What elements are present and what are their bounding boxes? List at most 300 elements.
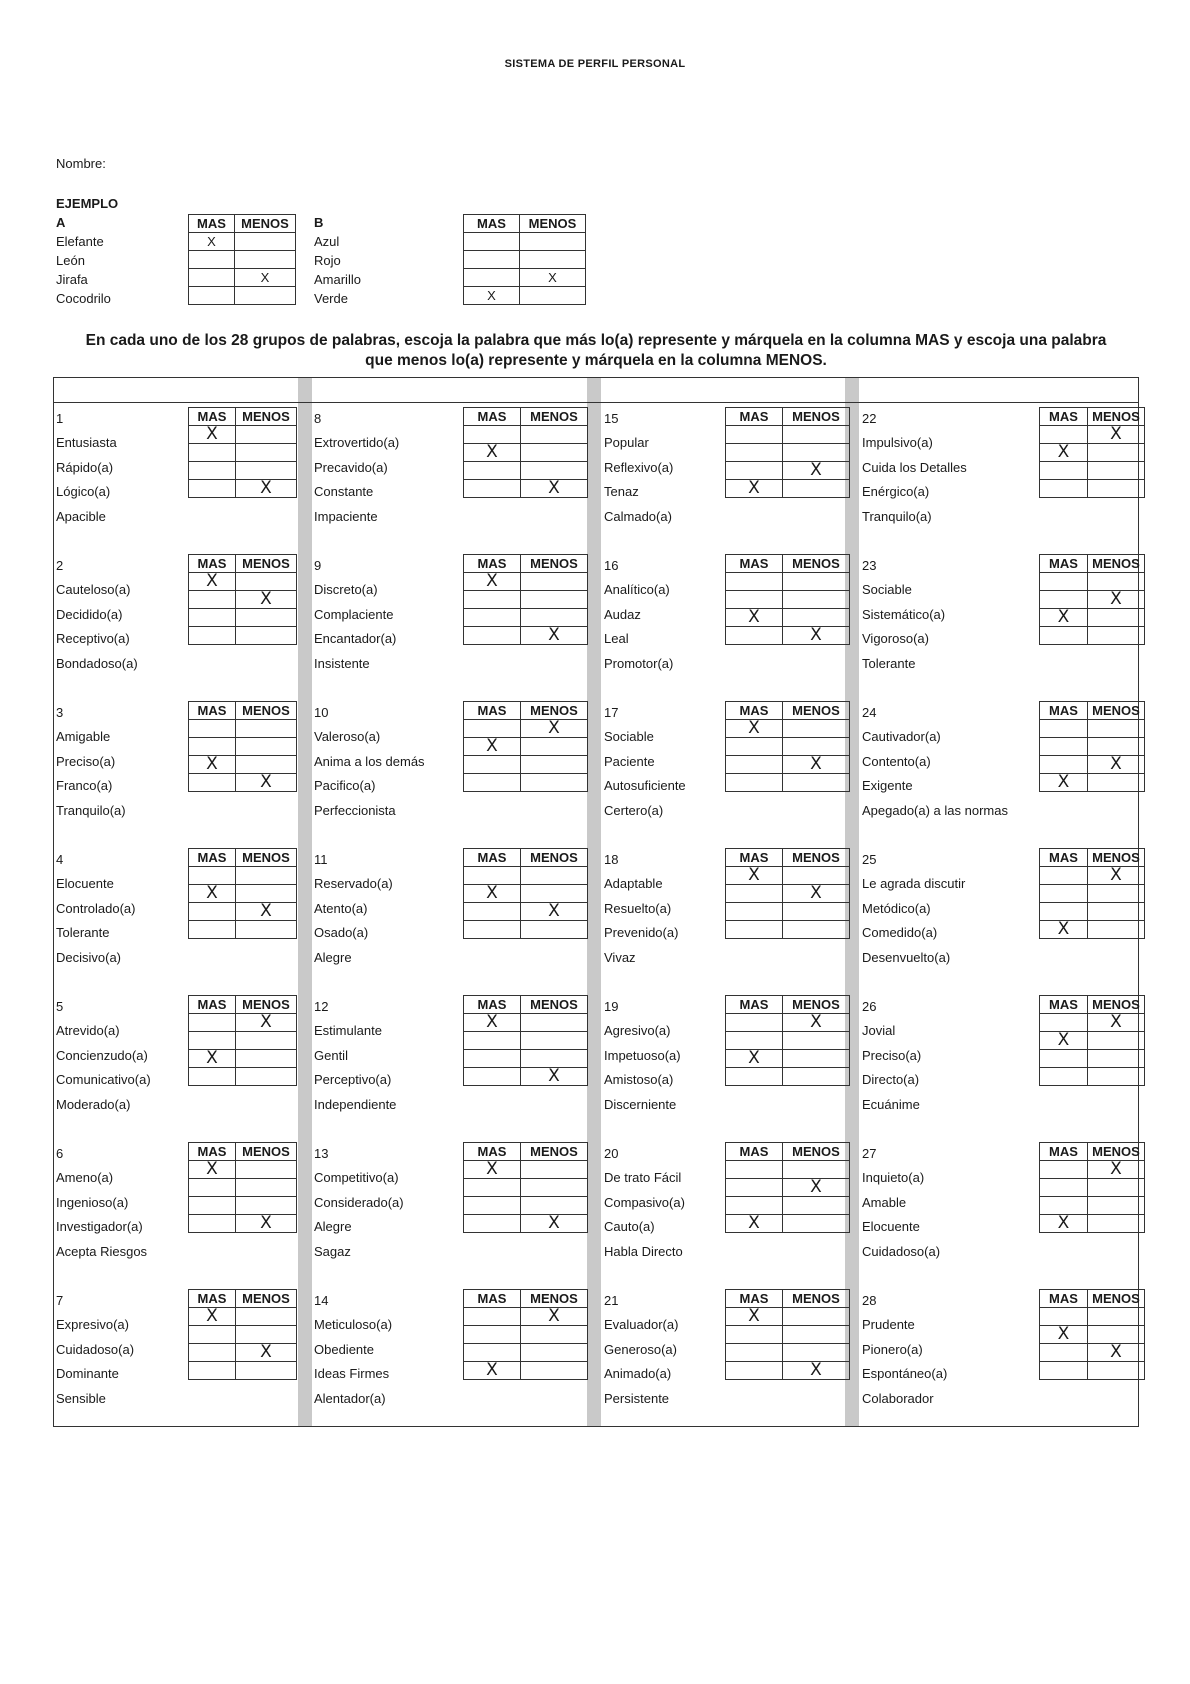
- mas-box[interactable]: [1040, 903, 1088, 921]
- menos-box[interactable]: [236, 738, 297, 756]
- menos-box[interactable]: [783, 720, 850, 738]
- group-word: Amistoso(a): [604, 1072, 674, 1087]
- group-word: Competitivo(a): [314, 1170, 399, 1185]
- menos-box[interactable]: [520, 251, 586, 269]
- mas-box[interactable]: [726, 1161, 783, 1179]
- menos-box[interactable]: [1088, 462, 1145, 480]
- menos-box[interactable]: [1088, 1362, 1145, 1380]
- menos-box[interactable]: [783, 1161, 850, 1179]
- mas-box[interactable]: [189, 269, 235, 287]
- mas-box[interactable]: [464, 627, 521, 645]
- group-word: Preciso(a): [56, 753, 116, 769]
- menos-box[interactable]: [1088, 1326, 1145, 1344]
- menos-box[interactable]: [783, 1068, 850, 1086]
- group-word: Investigador(a): [56, 1219, 143, 1234]
- mas-box[interactable]: [726, 1014, 783, 1032]
- mas-box[interactable]: [726, 1326, 783, 1344]
- group-27-boxes: [1039, 1142, 1145, 1233]
- col-menos-header: MENOS: [783, 702, 850, 720]
- mas-box[interactable]: [464, 1197, 521, 1215]
- col-menos-header: MENOS: [783, 555, 850, 573]
- menos-box[interactable]: [235, 233, 296, 251]
- mas-box[interactable]: [726, 1179, 783, 1197]
- group-number: 3: [56, 705, 64, 720]
- menos-box[interactable]: [521, 426, 588, 444]
- mas-box[interactable]: X: [189, 573, 236, 591]
- menos-box[interactable]: [521, 774, 588, 792]
- instructions-line-1: En cada uno de los 28 grupos de palabras, escoja la palabra que más lo(a) represente y márquela en la columna MAS y escoja una palabra: [85, 332, 1107, 349]
- menos-box[interactable]: [236, 462, 297, 480]
- group-28-boxes: [1039, 1289, 1145, 1380]
- menos-box[interactable]: [521, 1032, 588, 1050]
- menos-box[interactable]: [236, 1032, 297, 1050]
- mas-box[interactable]: [1040, 885, 1088, 903]
- mas-box[interactable]: [726, 1068, 783, 1086]
- mas-box[interactable]: X: [726, 867, 783, 885]
- menos-box[interactable]: [521, 1161, 588, 1179]
- mas-box[interactable]: [726, 1362, 783, 1380]
- mas-box[interactable]: X: [1040, 1215, 1088, 1233]
- mas-box[interactable]: [464, 269, 520, 287]
- mas-box[interactable]: X: [1040, 609, 1088, 627]
- menos-box[interactable]: [1088, 1068, 1145, 1086]
- mas-box[interactable]: [189, 627, 236, 645]
- col-mas-header: MAS: [726, 1290, 783, 1308]
- menos-box[interactable]: [236, 1326, 297, 1344]
- menos-box[interactable]: [521, 1014, 588, 1032]
- group-word: Persistente: [604, 1390, 670, 1406]
- menos-box[interactable]: [236, 1308, 297, 1326]
- mas-box[interactable]: X: [726, 1308, 783, 1326]
- mas-box[interactable]: [726, 1344, 783, 1362]
- menos-box[interactable]: [783, 774, 850, 792]
- mas-box[interactable]: X: [464, 1014, 521, 1032]
- menos-box[interactable]: X: [520, 269, 586, 287]
- col-menos-header: MENOS: [783, 1143, 850, 1161]
- group-word: Precavido(a): [314, 459, 388, 475]
- mas-box[interactable]: [726, 738, 783, 756]
- menos-box[interactable]: [521, 921, 588, 939]
- menos-box[interactable]: X: [236, 774, 297, 792]
- menos-box[interactable]: [520, 233, 586, 251]
- group-word: Concienzudo(a): [56, 1047, 148, 1063]
- group-number: 25: [862, 852, 877, 867]
- mas-box[interactable]: [726, 591, 783, 609]
- mas-box[interactable]: [726, 885, 783, 903]
- menos-box[interactable]: X: [783, 885, 850, 903]
- mas-box[interactable]: X: [726, 480, 783, 498]
- mas-box[interactable]: [726, 462, 783, 480]
- menos-box[interactable]: [1088, 1308, 1145, 1326]
- mas-box[interactable]: [189, 480, 236, 498]
- mas-box[interactable]: [464, 609, 521, 627]
- col-menos-header: MENOS: [1088, 555, 1145, 573]
- menos-box[interactable]: [236, 1179, 297, 1197]
- menos-box[interactable]: [783, 903, 850, 921]
- mas-box[interactable]: [464, 462, 521, 480]
- mas-box[interactable]: X: [189, 885, 236, 903]
- mas-box[interactable]: [464, 233, 520, 251]
- menos-box[interactable]: [521, 1326, 588, 1344]
- mas-box[interactable]: X: [189, 756, 236, 774]
- menos-box[interactable]: X: [236, 1344, 297, 1362]
- mas-box[interactable]: [189, 1197, 236, 1215]
- menos-box[interactable]: [783, 921, 850, 939]
- mas-box[interactable]: [464, 1050, 521, 1068]
- mas-box[interactable]: [189, 287, 235, 305]
- menos-box[interactable]: X: [1088, 591, 1145, 609]
- group-word: Calmado(a): [604, 508, 672, 524]
- group-word: Inquieto(a): [862, 1170, 925, 1185]
- mas-box[interactable]: [189, 774, 236, 792]
- group-word: Cuidadoso(a): [56, 1341, 135, 1357]
- mas-box[interactable]: X: [189, 426, 236, 444]
- group-word: Colaborador: [862, 1390, 934, 1406]
- menos-box[interactable]: [236, 1362, 297, 1380]
- group-9-boxes: [463, 554, 588, 645]
- menos-box[interactable]: [783, 867, 850, 885]
- menos-box[interactable]: X: [521, 480, 588, 498]
- menos-box[interactable]: X: [783, 1014, 850, 1032]
- menos-box[interactable]: [521, 738, 588, 756]
- mas-box[interactable]: [726, 774, 783, 792]
- menos-box[interactable]: [521, 756, 588, 774]
- col-menos-header: MENOS: [783, 1290, 850, 1308]
- menos-box[interactable]: [1088, 627, 1145, 645]
- menos-box[interactable]: X: [521, 720, 588, 738]
- mas-box[interactable]: [726, 627, 783, 645]
- menos-box[interactable]: X: [236, 591, 297, 609]
- mas-box[interactable]: [464, 756, 521, 774]
- menos-box[interactable]: X: [521, 903, 588, 921]
- menos-box[interactable]: [521, 885, 588, 903]
- group-25-boxes: [1039, 848, 1145, 939]
- menos-box[interactable]: [1088, 885, 1145, 903]
- menos-box[interactable]: [783, 1050, 850, 1068]
- mas-box[interactable]: X: [726, 720, 783, 738]
- mas-box[interactable]: [726, 903, 783, 921]
- menos-box[interactable]: [1088, 573, 1145, 591]
- mas-box[interactable]: [726, 756, 783, 774]
- mas-box[interactable]: [189, 921, 236, 939]
- menos-box[interactable]: [236, 573, 297, 591]
- mas-box[interactable]: [189, 1179, 236, 1197]
- mas-box[interactable]: [1040, 1068, 1088, 1086]
- mas-box[interactable]: [1040, 462, 1088, 480]
- mas-box[interactable]: [189, 609, 236, 627]
- menos-box[interactable]: X: [521, 1215, 588, 1233]
- menos-box[interactable]: [1088, 921, 1145, 939]
- mas-box[interactable]: [1040, 573, 1088, 591]
- menos-box[interactable]: [1088, 1050, 1145, 1068]
- menos-box[interactable]: X: [1088, 426, 1145, 444]
- mas-box[interactable]: X: [726, 1215, 783, 1233]
- menos-box[interactable]: [1088, 480, 1145, 498]
- menos-box[interactable]: [783, 480, 850, 498]
- mas-box[interactable]: [189, 903, 236, 921]
- mas-box[interactable]: [1040, 480, 1088, 498]
- menos-box[interactable]: [236, 426, 297, 444]
- mas-box[interactable]: X: [1040, 1326, 1088, 1344]
- mas-box[interactable]: X: [1040, 774, 1088, 792]
- group-number: 6: [56, 1146, 64, 1161]
- mas-box[interactable]: [464, 1215, 521, 1233]
- menos-box[interactable]: [783, 1215, 850, 1233]
- menos-box[interactable]: [521, 867, 588, 885]
- menos-box[interactable]: [521, 444, 588, 462]
- menos-box[interactable]: [236, 444, 297, 462]
- menos-box[interactable]: X: [236, 903, 297, 921]
- mas-box[interactable]: X: [464, 885, 521, 903]
- mas-box[interactable]: [726, 1197, 783, 1215]
- mas-box[interactable]: [1040, 1050, 1088, 1068]
- mas-box[interactable]: [464, 867, 521, 885]
- menos-box[interactable]: [783, 738, 850, 756]
- mas-box[interactable]: [464, 903, 521, 921]
- mas-box[interactable]: [1040, 1014, 1088, 1032]
- menos-box[interactable]: [236, 756, 297, 774]
- group-word: Contento(a): [862, 753, 931, 769]
- mas-box[interactable]: [1040, 1161, 1088, 1179]
- mas-box[interactable]: [189, 591, 236, 609]
- col-mas-header: MAS: [464, 555, 521, 573]
- menos-box[interactable]: X: [783, 1362, 850, 1380]
- mas-box[interactable]: X: [464, 573, 521, 591]
- menos-box[interactable]: [235, 251, 296, 269]
- mas-box[interactable]: [189, 1215, 236, 1233]
- mas-box[interactable]: [1040, 1308, 1088, 1326]
- mas-box[interactable]: X: [464, 738, 521, 756]
- menos-box[interactable]: [521, 1050, 588, 1068]
- menos-box[interactable]: [236, 627, 297, 645]
- menos-box[interactable]: X: [236, 1014, 297, 1032]
- mas-box[interactable]: [464, 1344, 521, 1362]
- group-number: 27: [862, 1146, 877, 1161]
- menos-box[interactable]: [1088, 1197, 1145, 1215]
- mas-box[interactable]: X: [726, 609, 783, 627]
- menos-box[interactable]: X: [1088, 867, 1145, 885]
- mas-box[interactable]: [189, 1032, 236, 1050]
- example-word: León: [56, 253, 85, 268]
- mas-box[interactable]: [189, 1362, 236, 1380]
- menos-box[interactable]: [783, 573, 850, 591]
- group-17-boxes: [725, 701, 850, 792]
- menos-box[interactable]: [521, 1344, 588, 1362]
- group-word: Reservado(a): [314, 876, 393, 891]
- menos-box[interactable]: [521, 1197, 588, 1215]
- menos-box[interactable]: X: [236, 1215, 297, 1233]
- menos-box[interactable]: X: [783, 627, 850, 645]
- mas-box[interactable]: [464, 1326, 521, 1344]
- group-number: 10: [314, 705, 329, 720]
- menos-box[interactable]: [521, 462, 588, 480]
- mas-box[interactable]: X: [464, 444, 521, 462]
- mas-box[interactable]: [1040, 867, 1088, 885]
- menos-box[interactable]: [235, 287, 296, 305]
- mas-box[interactable]: [464, 774, 521, 792]
- mas-box[interactable]: [464, 1032, 521, 1050]
- mas-box[interactable]: [464, 251, 520, 269]
- menos-box[interactable]: [783, 1308, 850, 1326]
- menos-box[interactable]: [783, 1326, 850, 1344]
- group-word: Dominante: [56, 1366, 119, 1381]
- mas-box[interactable]: [1040, 756, 1088, 774]
- group-word: De trato Fácil: [604, 1170, 682, 1185]
- mas-box[interactable]: X: [464, 287, 520, 305]
- mas-box[interactable]: [1040, 1362, 1088, 1380]
- group-2-boxes: [188, 554, 297, 645]
- menos-box[interactable]: [1088, 774, 1145, 792]
- menos-box[interactable]: [1088, 1032, 1145, 1050]
- menos-box[interactable]: [783, 1344, 850, 1362]
- menos-box[interactable]: X: [1088, 756, 1145, 774]
- mas-box[interactable]: [189, 738, 236, 756]
- mas-box[interactable]: [464, 591, 521, 609]
- menos-box[interactable]: [783, 609, 850, 627]
- mas-box[interactable]: [189, 867, 236, 885]
- menos-box[interactable]: [783, 444, 850, 462]
- menos-box[interactable]: X: [783, 756, 850, 774]
- mas-box[interactable]: [464, 1068, 521, 1086]
- mas-box[interactable]: [464, 480, 521, 498]
- mas-box[interactable]: [1040, 1179, 1088, 1197]
- mas-box[interactable]: [189, 444, 236, 462]
- menos-box[interactable]: X: [783, 462, 850, 480]
- menos-box[interactable]: [236, 1197, 297, 1215]
- menos-box[interactable]: [783, 591, 850, 609]
- menos-box[interactable]: X: [1088, 1344, 1145, 1362]
- mas-box[interactable]: X: [189, 1161, 236, 1179]
- mas-box[interactable]: X: [189, 1050, 236, 1068]
- group-number: 26: [862, 999, 877, 1014]
- mas-box[interactable]: X: [189, 1308, 236, 1326]
- col-mas-header: MAS: [1040, 702, 1088, 720]
- menos-box[interactable]: [236, 1161, 297, 1179]
- menos-box[interactable]: [783, 426, 850, 444]
- mas-box[interactable]: X: [464, 1161, 521, 1179]
- menos-box[interactable]: X: [521, 1308, 588, 1326]
- group-number: 5: [56, 999, 64, 1014]
- mas-box[interactable]: X: [1040, 444, 1088, 462]
- mas-box[interactable]: [1040, 738, 1088, 756]
- menos-box[interactable]: [521, 609, 588, 627]
- menos-box[interactable]: [236, 1068, 297, 1086]
- example-word: Elefante: [56, 234, 104, 249]
- menos-box[interactable]: X: [521, 627, 588, 645]
- group-22-boxes: [1039, 407, 1145, 498]
- mas-box[interactable]: [189, 720, 236, 738]
- col-menos-header: MENOS: [521, 408, 588, 426]
- mas-box[interactable]: X: [726, 1050, 783, 1068]
- col-menos-header: MENOS: [236, 555, 297, 573]
- mas-box[interactable]: [464, 720, 521, 738]
- mas-box[interactable]: [726, 573, 783, 591]
- group-word: Entusiasta: [56, 435, 117, 450]
- mas-box[interactable]: [1040, 426, 1088, 444]
- mas-box[interactable]: [726, 921, 783, 939]
- mas-box[interactable]: [726, 444, 783, 462]
- mas-box[interactable]: [464, 1308, 521, 1326]
- menos-box[interactable]: [783, 1032, 850, 1050]
- group-8-boxes: [463, 407, 588, 498]
- menos-box[interactable]: [1088, 609, 1145, 627]
- menos-box[interactable]: X: [783, 1179, 850, 1197]
- menos-box[interactable]: [521, 591, 588, 609]
- group-word: Sociable: [862, 582, 912, 597]
- mas-box[interactable]: [464, 1179, 521, 1197]
- menos-box[interactable]: X: [521, 1068, 588, 1086]
- mas-box[interactable]: [189, 1326, 236, 1344]
- menos-box[interactable]: [1088, 738, 1145, 756]
- menos-box[interactable]: [236, 609, 297, 627]
- menos-box[interactable]: X: [1088, 1161, 1145, 1179]
- name-label: Nombre:: [56, 156, 106, 171]
- menos-box[interactable]: [521, 1362, 588, 1380]
- menos-box[interactable]: [236, 867, 297, 885]
- group-word: Tolerante: [862, 655, 916, 671]
- mas-box[interactable]: X: [189, 233, 235, 251]
- menos-box[interactable]: [1088, 903, 1145, 921]
- menos-box[interactable]: [1088, 444, 1145, 462]
- group-21-boxes: [725, 1289, 850, 1380]
- group-13-boxes: [463, 1142, 588, 1233]
- menos-box[interactable]: [521, 1179, 588, 1197]
- mas-box[interactable]: [726, 426, 783, 444]
- mas-box[interactable]: [726, 1032, 783, 1050]
- group-word: Autosuficiente: [604, 778, 686, 793]
- menos-box[interactable]: [236, 1050, 297, 1068]
- mas-box[interactable]: [1040, 627, 1088, 645]
- menos-box[interactable]: [521, 573, 588, 591]
- menos-box[interactable]: [1088, 720, 1145, 738]
- menos-box[interactable]: [1088, 1179, 1145, 1197]
- example-heading: EJEMPLO: [56, 196, 119, 211]
- mas-box[interactable]: [464, 921, 521, 939]
- menos-box[interactable]: [236, 921, 297, 939]
- menos-box[interactable]: X: [235, 269, 296, 287]
- menos-box[interactable]: [236, 720, 297, 738]
- mas-box[interactable]: [189, 462, 236, 480]
- mas-box[interactable]: [1040, 591, 1088, 609]
- menos-box[interactable]: X: [236, 480, 297, 498]
- mas-box[interactable]: [1040, 1344, 1088, 1362]
- mas-box[interactable]: [1040, 720, 1088, 738]
- group-5-boxes: [188, 995, 297, 1086]
- group-word: Considerado(a): [314, 1194, 404, 1210]
- mas-box[interactable]: [1040, 1197, 1088, 1215]
- col-mas-header: MAS: [189, 1143, 236, 1161]
- col-menos-header: MENOS: [236, 1290, 297, 1308]
- mas-box[interactable]: X: [1040, 921, 1088, 939]
- mas-box[interactable]: [189, 1344, 236, 1362]
- mas-box[interactable]: X: [1040, 1032, 1088, 1050]
- menos-box[interactable]: X: [1088, 1014, 1145, 1032]
- group-word: Alegre: [314, 949, 352, 965]
- menos-box[interactable]: [236, 885, 297, 903]
- menos-box[interactable]: [520, 287, 586, 305]
- mas-box[interactable]: [464, 426, 521, 444]
- menos-box[interactable]: [783, 1197, 850, 1215]
- mas-box[interactable]: [189, 251, 235, 269]
- col-mas-header: MAS: [1040, 1290, 1088, 1308]
- mas-box[interactable]: [189, 1014, 236, 1032]
- mas-box[interactable]: [189, 1068, 236, 1086]
- col-menos-header: MENOS: [236, 996, 297, 1014]
- col-menos-header: MENOS: [1088, 1290, 1145, 1308]
- menos-box[interactable]: [1088, 1215, 1145, 1233]
- mas-box[interactable]: X: [464, 1362, 521, 1380]
- group-word: Extrovertido(a): [314, 435, 400, 450]
